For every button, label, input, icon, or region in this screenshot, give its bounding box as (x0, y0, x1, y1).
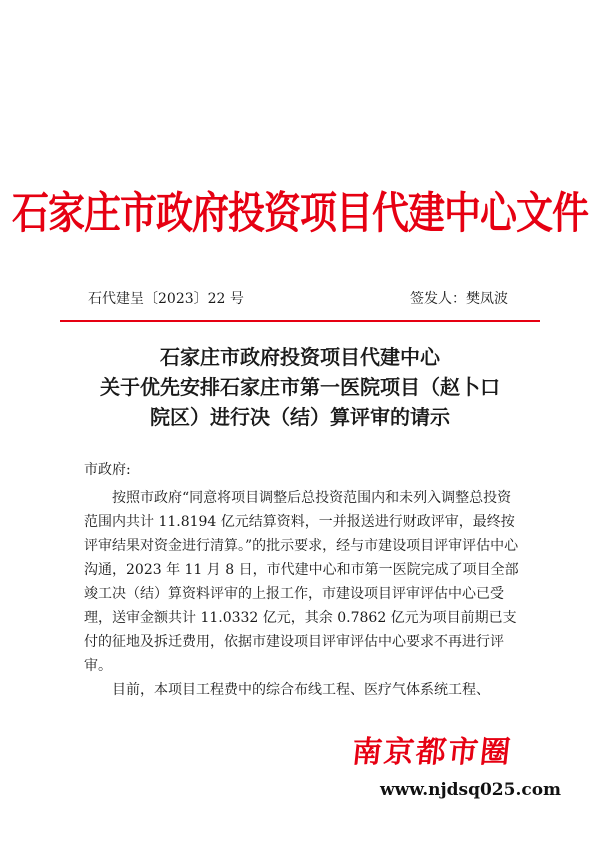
document-header-title: 石家庄市政府投资项目代建中心文件 (12, 188, 588, 239)
watermark-url: www.njdsq025.com (380, 780, 562, 800)
title-line-1: 石家庄市政府投资项目代建中心 (160, 345, 440, 369)
red-divider (60, 320, 540, 322)
document-number: 石代建呈〔2023〕22 号 (88, 291, 244, 307)
body-paragraph-1: 按照市政府“同意将项目调整后总投资范围内和未列入调整总投资范围内共计 11.8194 亿元结算资料，一并报送进行财政评审，最终按评审结果对资金进行清算。”的批示要求，经与市建设项目评审评估中心沟通，2023 年 11 月 8 日，市代建中心和市第一医院完成了项目全部竣工决（结）算资料评审的上报工作，市建设项目评审评估中心已受理，送审金额共计 11.0332 亿元，其余 0.7862 亿元为项目前期已支付的征地及拆迁费用，依据市建设项目评审评估中心要求不再进行评审。 (84, 490, 519, 674)
watermark-logo: 南京都市圈 (350, 735, 514, 770)
title-line-3: 院区）进行决（结）算评审的请示 (150, 405, 450, 429)
salutation: 市政府: (84, 462, 131, 478)
body-paragraph-2: 目前，本项目工程费中的综合布线工程、医疗气体系统工程、 (112, 682, 490, 698)
document-body (84, 458, 524, 702)
signer: 签发人：樊凤波 (410, 291, 508, 307)
document-title (0, 342, 600, 432)
title-line-2: 关于优先安排石家庄市第一医院项目（赵卜口 (100, 375, 500, 399)
